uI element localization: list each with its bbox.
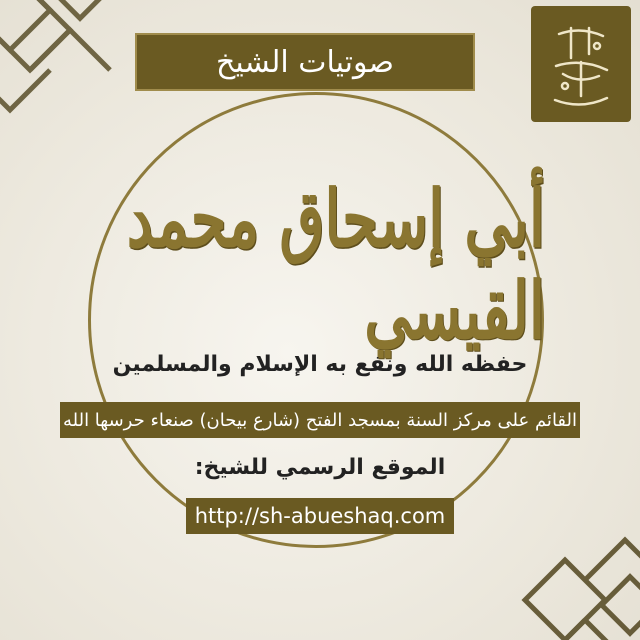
website-label: الموقع الرسمي للشيخ: [194, 455, 446, 480]
location-banner: القائم على مركز السنة بمسجد الفتح (شارع بيحان) صنعاء حرسها الله [60, 402, 580, 438]
geometric-pattern-top-left [0, 0, 140, 120]
prayer-text: حفظه الله ونفع به الإسلام والمسلمين [112, 352, 528, 377]
website-url-link[interactable]: http://sh-abueshaq.com [186, 498, 454, 534]
geometric-pattern-bottom-right [515, 520, 640, 640]
logo-badge [531, 6, 631, 122]
calligraphy-logo [541, 14, 621, 114]
sheikh-name: أبي إسحاق محمد القيسي [126, 173, 545, 357]
page-title-banner: صوتيات الشيخ [135, 33, 475, 91]
calligraphy-name [95, 173, 545, 357]
